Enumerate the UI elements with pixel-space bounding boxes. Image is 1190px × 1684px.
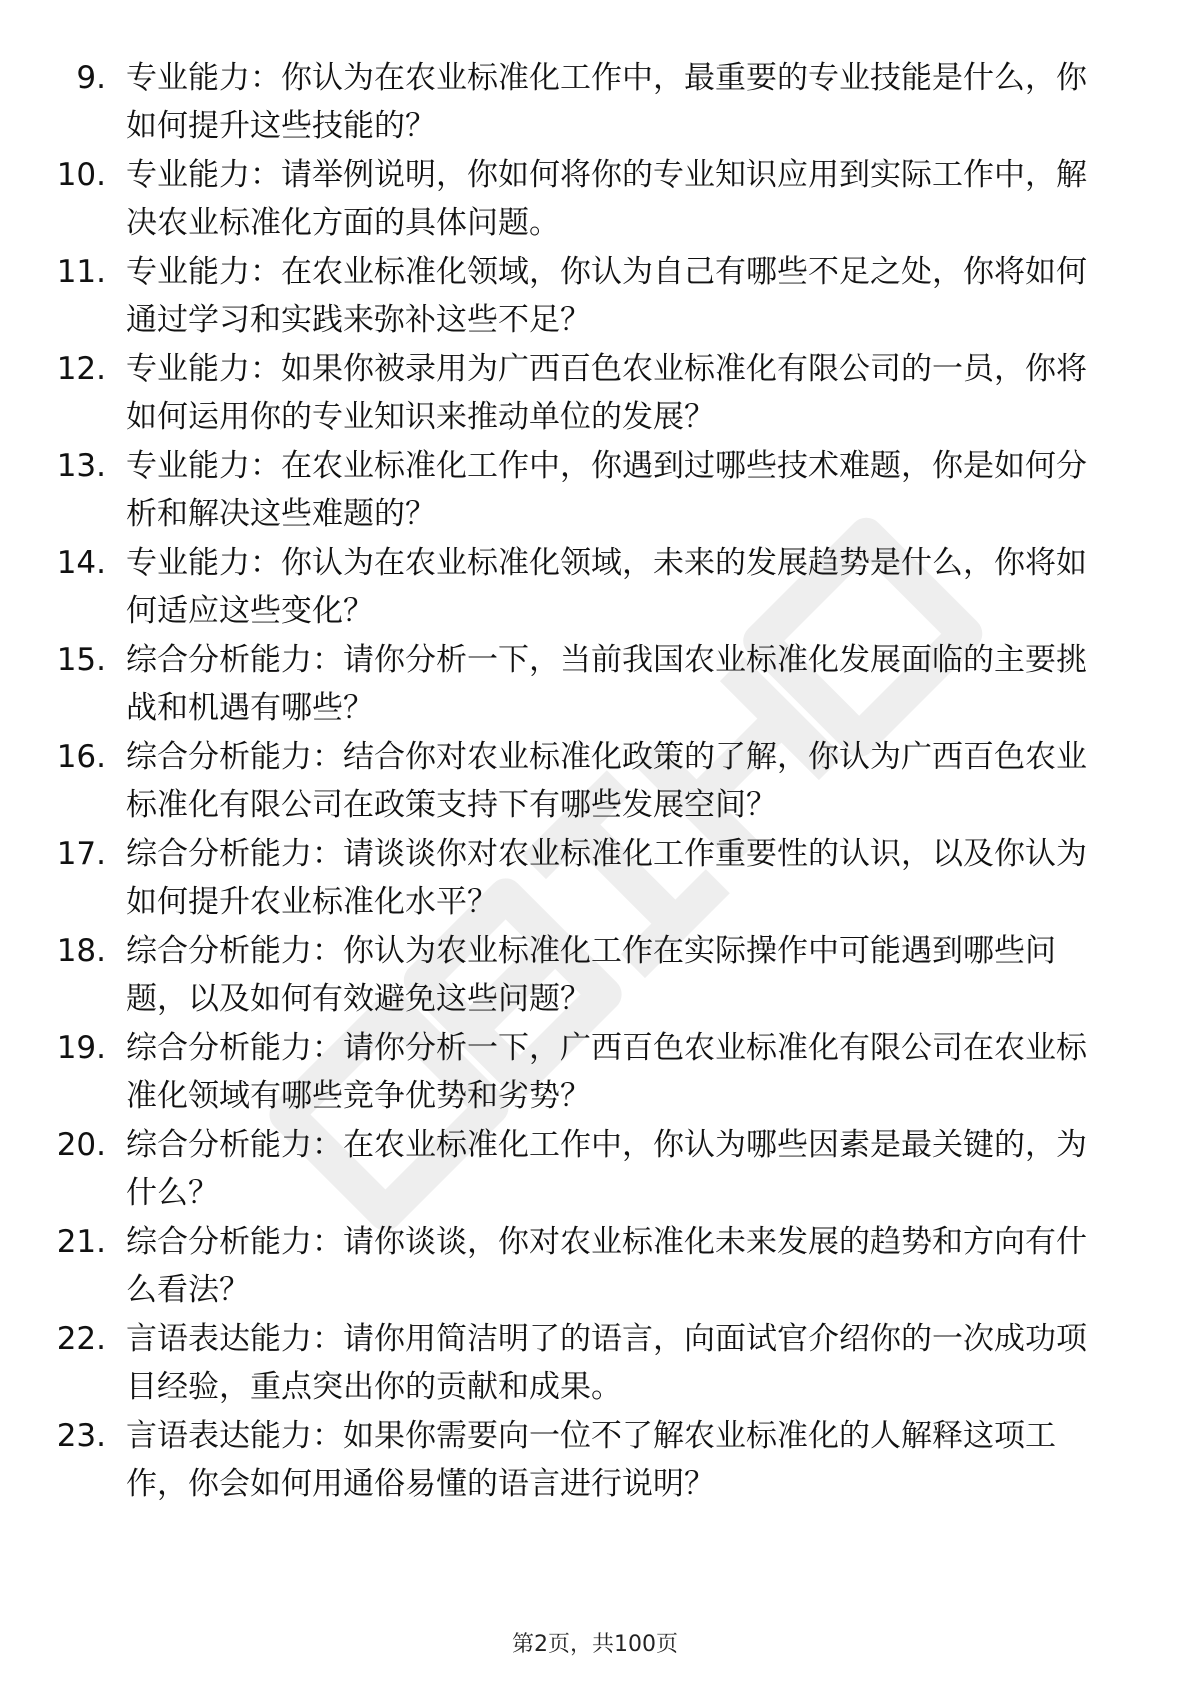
list-item	[0, 539, 1190, 639]
question-number: 22.	[56, 1321, 106, 1357]
question-text: 言语表达能力：请你用简洁明了的语言，向面试官介绍你的一次成功项目经验，重点突出你的贡献和成果。	[126, 1321, 1087, 1405]
question-number: 18.	[56, 933, 106, 969]
list-item	[0, 830, 1190, 930]
question-number: 21.	[56, 1224, 106, 1260]
list-item	[0, 927, 1190, 1027]
list-item	[0, 636, 1190, 736]
list-item	[0, 248, 1190, 348]
question-text: 专业能力：在农业标准化领域，你认为自己有哪些不足之处，你将如何通过学习和实践来弥补这些不足？	[126, 254, 1087, 338]
list-item	[0, 1218, 1190, 1318]
question-text: 综合分析能力：请谈谈你对农业标准化工作重要性的认识，以及你认为如何提升农业标准化水平？	[126, 836, 1087, 920]
list-item	[0, 54, 1190, 154]
question-number: 16.	[56, 739, 106, 775]
question-number: 23.	[56, 1418, 106, 1454]
question-number: 11.	[56, 254, 106, 290]
question-text: 综合分析能力：结合你对农业标准化政策的了解，你认为广西百色农业标准化有限公司在政策支持下有哪些发展空间？	[126, 739, 1087, 823]
list-item	[0, 1315, 1190, 1415]
question-text: 综合分析能力：你认为农业标准化工作在实际操作中可能遇到哪些问题，以及如何有效避免这些问题？	[126, 933, 1056, 1017]
question-text: 专业能力：在农业标准化工作中，你遇到过哪些技术难题，你是如何分析和解决这些难题的？	[126, 448, 1087, 532]
question-number: 9.	[76, 60, 106, 96]
question-text: 综合分析能力：请你分析一下，当前我国农业标准化发展面临的主要挑战和机遇有哪些？	[126, 642, 1087, 726]
question-text: 专业能力：你认为在农业标准化工作中，最重要的专业技能是什么，你如何提升这些技能的？	[126, 60, 1087, 144]
page-footer: 第2页，共100页	[512, 1632, 678, 1657]
question-number: 14.	[56, 545, 106, 581]
list-item	[0, 1024, 1190, 1124]
list-item	[0, 345, 1190, 445]
question-number: 20.	[56, 1127, 106, 1163]
question-number: 15.	[56, 642, 106, 678]
list-item	[0, 1412, 1190, 1512]
question-text: 综合分析能力：在农业标准化工作中，你认为哪些因素是最关键的，为什么？	[126, 1127, 1087, 1211]
question-text: 专业能力：如果你被录用为广西百色农业标准化有限公司的一员，你将如何运用你的专业知识来推动单位的发展？	[126, 351, 1087, 435]
question-text: 综合分析能力：请你分析一下，广西百色农业标准化有限公司在农业标准化领域有哪些竞争优势和劣势？	[126, 1030, 1087, 1114]
list-item	[0, 151, 1190, 251]
question-text: 言语表达能力：如果你需要向一位不了解农业标准化的人解释这项工作，你会如何用通俗易懂的语言进行说明？	[126, 1418, 1056, 1502]
list-item	[0, 1121, 1190, 1221]
question-text: 专业能力：请举例说明，你如何将你的专业知识应用到实际工作中，解决农业标准化方面的具体问题。	[126, 157, 1087, 241]
list-item	[0, 733, 1190, 833]
question-number: 10.	[56, 157, 106, 193]
question-text: 综合分析能力：请你谈谈，你对农业标准化未来发展的趋势和方向有什么看法？	[126, 1224, 1087, 1308]
question-text: 专业能力：你认为在农业标准化领域，未来的发展趋势是什么，你将如何适应这些变化？	[126, 545, 1087, 629]
list-item	[0, 442, 1190, 542]
question-number: 13.	[56, 448, 106, 484]
question-number: 12.	[56, 351, 106, 387]
question-number: 17.	[56, 836, 106, 872]
question-number: 19.	[56, 1030, 106, 1066]
